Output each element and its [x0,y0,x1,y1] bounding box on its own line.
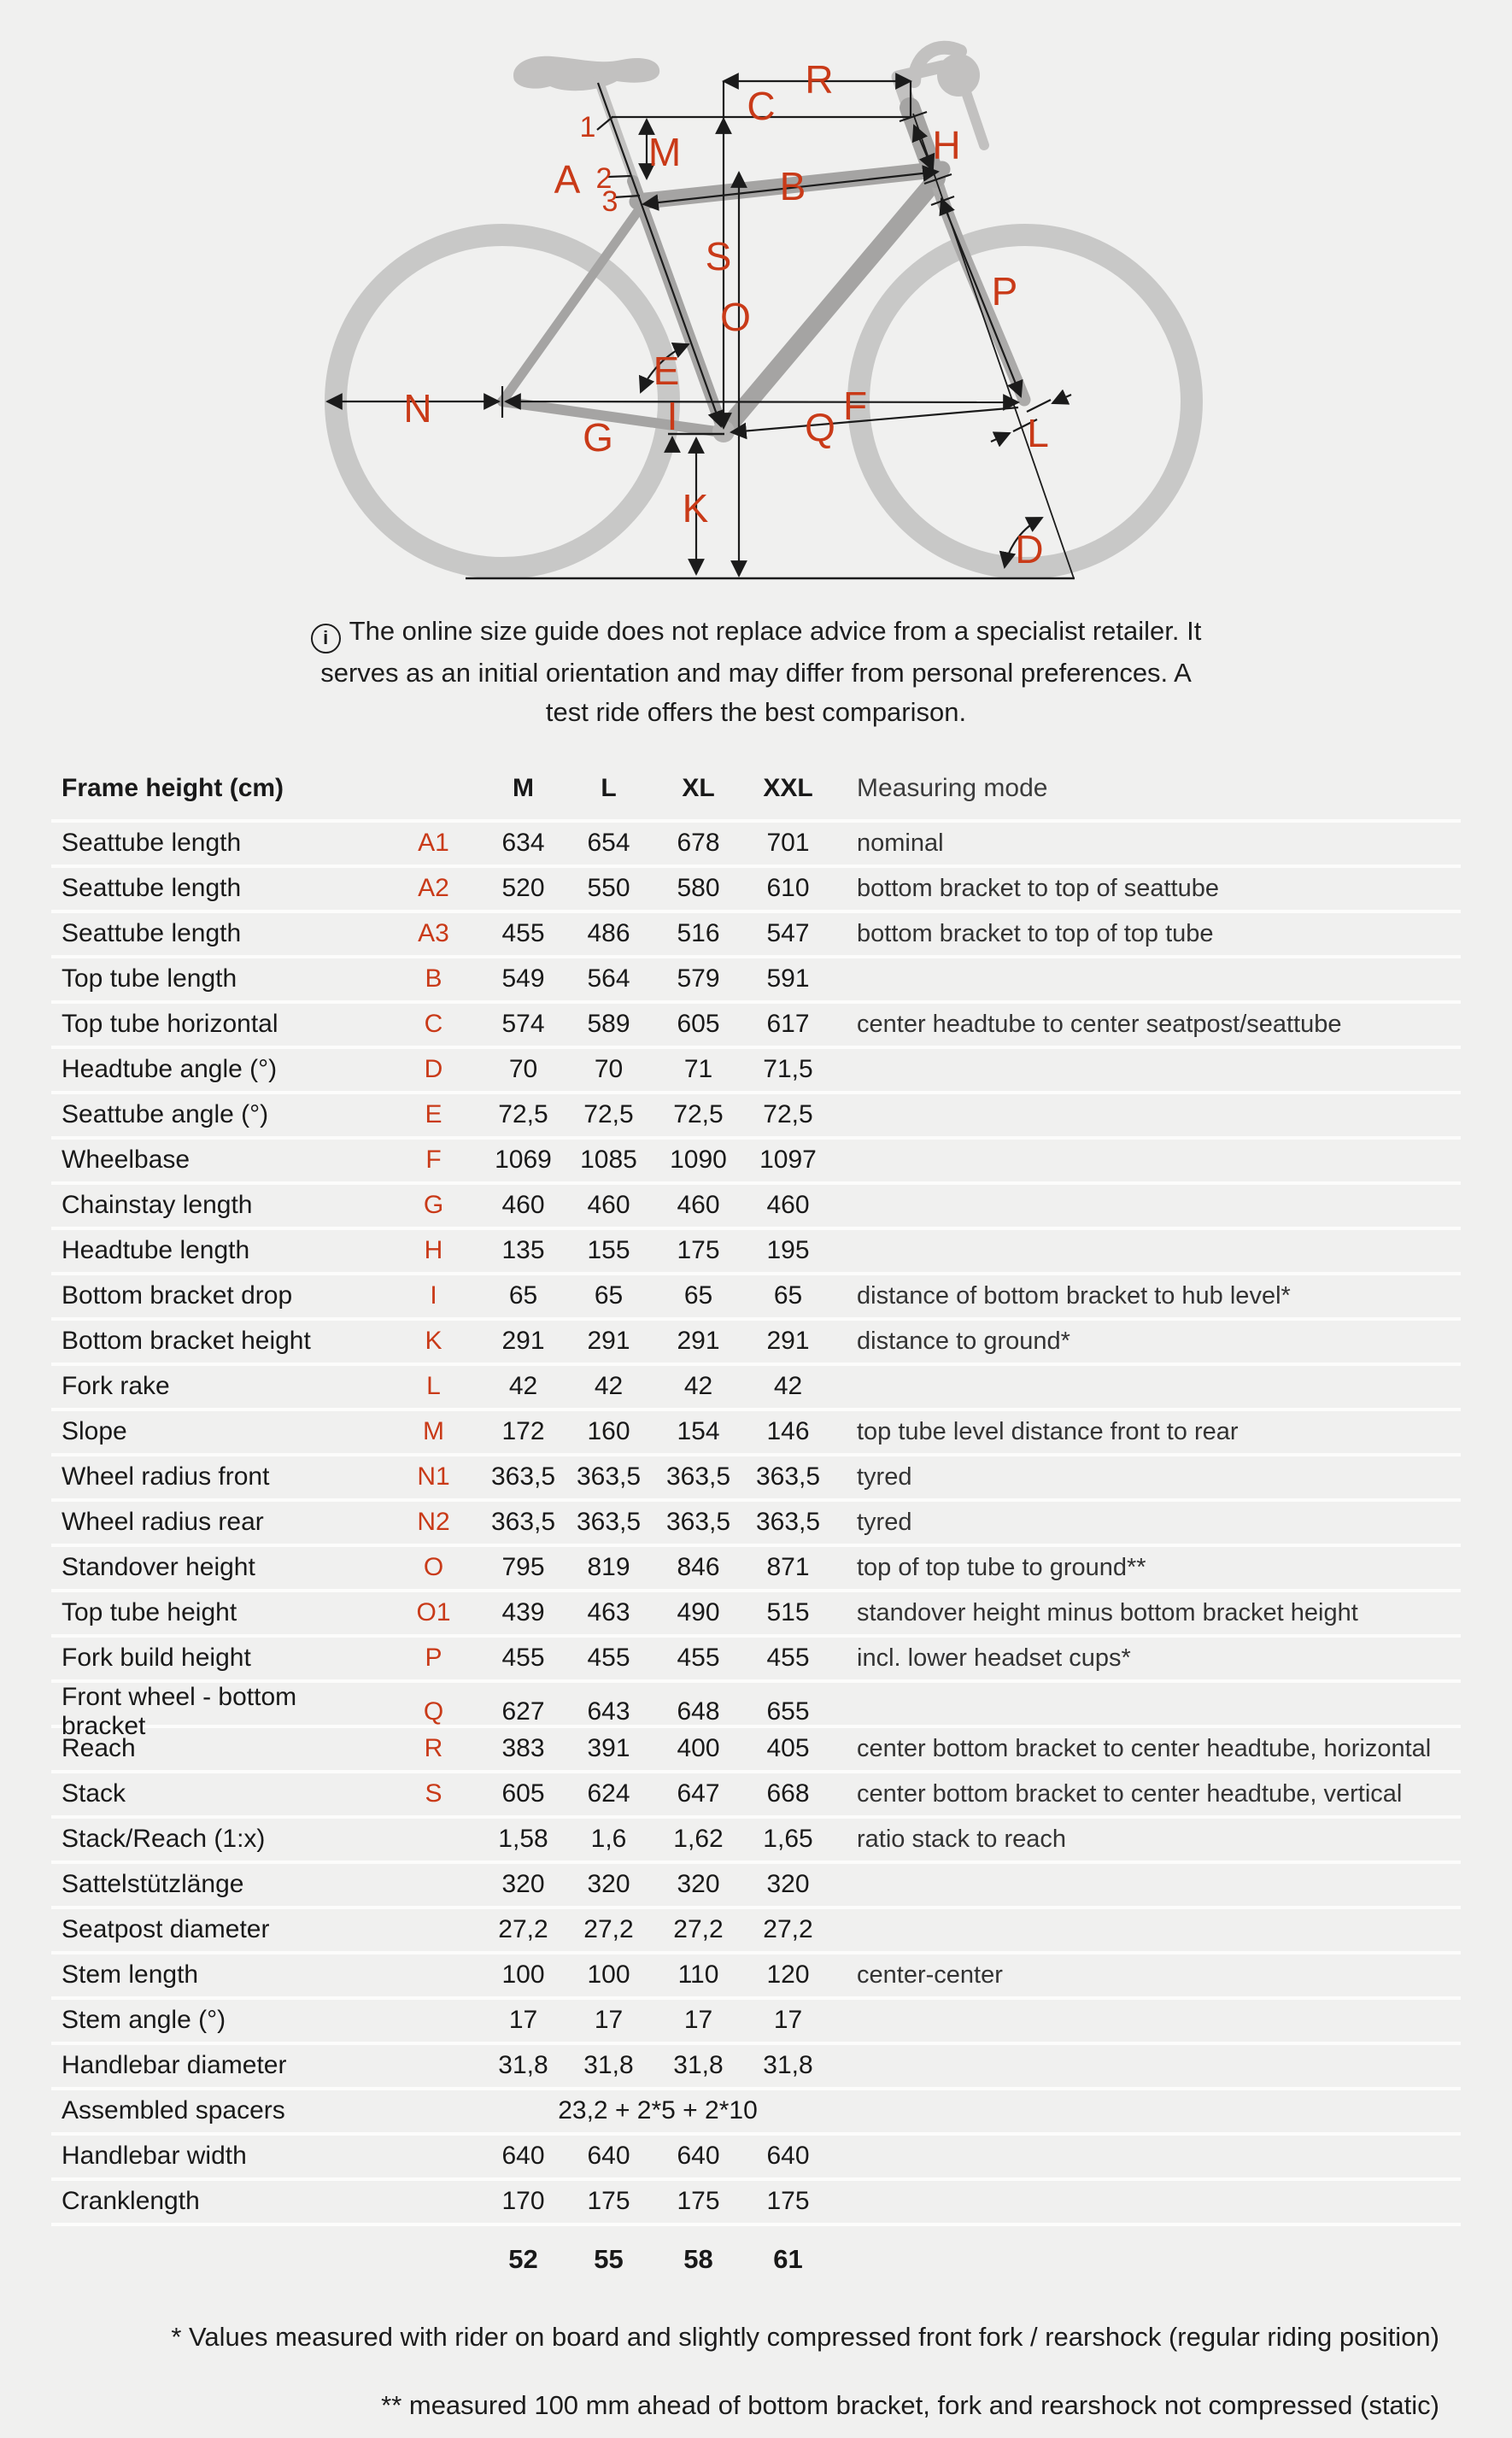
row-value: 1,65 [763,1825,813,1853]
table-row [51,1185,1461,1230]
row-value: 195 [766,1236,810,1264]
info-line-1 [0,612,1512,653]
row-value: 455 [677,1644,720,1672]
row-value: 17 [773,2006,803,2034]
row-letter: D [424,1055,443,1083]
diagram-label-O: O [720,295,751,339]
row-label: Fork build height [62,1644,251,1672]
row-measuring-mode: standover height minus bottom bracket height [857,1598,1358,1626]
table-body [51,819,1461,2226]
row-value: 455 [587,1644,630,1672]
row-label: Standover height [62,1553,255,1581]
row-value: 1085 [580,1146,637,1174]
row-value: 617 [766,1010,810,1038]
table-row [51,1456,1461,1502]
row-value: 383 [501,1734,545,1762]
row-value: 291 [587,1327,630,1355]
row-label: Top tube length [62,964,237,993]
row-value: 31,8 [583,2051,634,2079]
row-value: 155 [587,1236,630,1264]
row-label: Seattube angle (°) [62,1100,269,1128]
column-header-m: M [513,773,534,802]
row-letter: C [424,1010,443,1038]
row-label: Headtube length [62,1236,250,1264]
row-value: 120 [766,1960,810,1989]
row-letter: O [423,1553,444,1581]
table-row [51,958,1461,1004]
row-measuring-mode: bottom bracket to top of top tube [857,919,1214,947]
row-value: 27,2 [673,1915,724,1943]
row-value: 640 [677,2142,720,2170]
row-letter: A1 [418,829,449,857]
row-value: 1,6 [590,1825,627,1853]
row-label: Stack [62,1779,126,1808]
row-measuring-mode: incl. lower headset cups* [857,1644,1131,1672]
row-value: 154 [677,1417,720,1445]
row-value: 146 [766,1417,810,1445]
row-value: 678 [677,829,720,857]
row-value: 42 [683,1372,713,1400]
diagram-labels [403,57,1048,571]
diagram-label-Q: Q [805,405,835,449]
diagram-label-F: F [842,384,868,428]
row-measuring-mode: distance to ground* [857,1327,1070,1355]
row-value: 547 [766,919,810,947]
row-label: Sattelstützlänge [62,1870,244,1898]
row-value: 564 [587,964,630,993]
geometry-table [51,758,1461,2421]
row-value: 31,8 [763,2051,813,2079]
row-value: 110 [677,1960,719,1989]
diagram-label-S: S [705,234,732,278]
diagram-label-C: C [747,84,776,128]
row-value: 871 [766,1553,810,1581]
row-value: 1,62 [673,1825,724,1853]
table-row [51,1321,1461,1366]
diagram-label-R: R [805,57,834,102]
info-note [0,612,1512,732]
diagram-label-M: M [648,130,682,174]
row-value: 455 [501,1644,545,1672]
footnote-2: ** measured 100 mm ahead of bottom bracket, fork and rearshock not compressed (static) [381,2389,1439,2420]
table-row [51,1275,1461,1321]
row-measuring-mode: tyred [857,1462,912,1491]
table-header-label: Frame height (cm) [62,773,284,802]
row-value: 605 [677,1010,720,1038]
footer-frame-size: 58 [683,2243,713,2274]
column-header-xl: XL [682,773,715,802]
row-measuring-mode: center-center [857,1960,1003,1989]
row-value: 31,8 [673,2051,724,2079]
info-text: The online size guide does not replace advice from a specialist retailer. It [349,616,1202,646]
row-value: 647 [677,1779,720,1808]
table-row [51,1909,1461,1955]
row-measuring-mode: distance of bottom bracket to hub level* [857,1281,1291,1310]
row-value: 27,2 [763,1915,813,1943]
diagram-label-G: G [583,415,613,460]
row-value: 643 [587,1697,630,1726]
row-value: 175 [677,1236,720,1264]
table-row [51,1955,1461,2000]
info-icon: i [311,624,341,653]
row-letter: R [424,1734,443,1762]
row-value: 515 [766,1598,810,1626]
diagram-label-P: P [991,269,1018,314]
table-row [51,1592,1461,1638]
row-value: 17 [508,2006,538,2034]
table-row [51,1864,1461,1909]
row-value: 72,5 [583,1100,634,1128]
row-value: 291 [766,1327,810,1355]
row-value: 486 [587,919,630,947]
row-value: 42 [773,1372,803,1400]
row-value: 70 [508,1055,538,1083]
table-row [51,2181,1461,2226]
row-value: 65 [594,1281,624,1310]
row-measuring-mode: top of top tube to ground** [857,1553,1146,1581]
row-letter: S [425,1779,442,1808]
row-label: Top tube height [62,1598,237,1626]
diagram-label-H: H [932,123,961,167]
diagram-label-D: D [1015,527,1044,571]
row-value: 363,5 [490,1508,556,1536]
row-measuring-mode: center bottom bracket to center headtube, horizontal [857,1734,1432,1762]
footnote-1: * Values measured with rider on board and slightly compressed front fork / rearshock (regular riding position) [171,2321,1439,2352]
row-value: 634 [501,829,545,857]
diagram-label-2: 2 [595,162,612,195]
diagram-label-L: L [1027,411,1049,455]
row-value: 65 [508,1281,538,1310]
row-value: 574 [501,1010,545,1038]
row-value: 17 [683,2006,713,2034]
diagram-label-3: 3 [601,185,618,218]
row-value: 589 [587,1010,630,1038]
table-row [51,1728,1461,1773]
row-value: 17 [594,2006,624,2034]
row-label: Front wheel - bottom bracket [62,1682,297,1740]
row-value: 640 [587,2142,630,2170]
table-row [51,1547,1461,1592]
row-value: 135 [501,1236,545,1264]
row-value: 160 [587,1417,630,1445]
table-row [51,1502,1461,1547]
row-value: 455 [501,919,545,947]
row-label: Seatpost diameter [62,1915,270,1943]
row-value: 70 [594,1055,624,1083]
info-line-2: serves as an initial orientation and may differ from personal preferences. A [320,657,1192,688]
row-value: 640 [766,2142,810,2170]
row-value: 72,5 [763,1100,813,1128]
row-value: 460 [766,1191,810,1219]
row-value: 640 [501,2142,545,2170]
row-value: 668 [766,1779,810,1808]
row-value: 363,5 [576,1462,642,1491]
diagram-label-1: 1 [579,111,596,144]
row-value: 172 [501,1417,545,1445]
row-letter: E [425,1100,442,1128]
row-measuring-mode: nominal [857,829,944,857]
table-row [51,2045,1461,2090]
row-letter: L [426,1372,441,1400]
row-value: 627 [501,1697,545,1726]
row-value: 175 [677,2187,720,2215]
row-label: Wheelbase [62,1146,190,1174]
row-value: 610 [766,874,810,902]
row-letter: N2 [417,1508,450,1536]
row-value: 170 [501,2187,545,2215]
diagram-label-N: N [403,386,432,431]
row-letter: N1 [417,1462,450,1491]
column-header-l: L [601,773,617,802]
row-value: 516 [677,919,720,947]
row-label: Seattube length [62,919,242,947]
row-value: 405 [766,1734,810,1762]
row-label: Wheel radius rear [62,1508,264,1536]
row-value: 1,58 [498,1825,548,1853]
row-measuring-mode: center headtube to center seatpost/seattube [857,1010,1342,1038]
column-header-measuring-mode: Measuring mode [857,773,1048,802]
table-row [51,1411,1461,1456]
row-letter: P [425,1644,442,1672]
row-label: Bottom bracket height [62,1327,311,1355]
row-value: 460 [677,1191,720,1219]
row-measuring-mode: bottom bracket to top of seattube [857,874,1219,902]
row-value: 520 [501,874,545,902]
row-value: 363,5 [665,1508,731,1536]
footer-frame-size: 61 [773,2243,803,2274]
row-value: 624 [587,1779,630,1808]
row-value: 291 [501,1327,545,1355]
table-row [51,1230,1461,1275]
row-label: Headtube angle (°) [62,1055,278,1083]
table-row [51,1638,1461,1683]
row-value: 363,5 [755,1508,821,1536]
row-label: Top tube horizontal [62,1010,278,1038]
row-value: 320 [501,1870,545,1898]
row-value: 363,5 [665,1462,731,1491]
row-label: Wheel radius front [62,1462,270,1491]
row-measuring-mode: ratio stack to reach [857,1825,1066,1853]
row-value: 363,5 [576,1508,642,1536]
row-value: 490 [677,1598,720,1626]
row-label: Seattube length [62,829,242,857]
footnotes [51,2322,1439,2421]
row-value: 291 [677,1327,720,1355]
info-line-3: test ride offers the best comparison. [545,696,967,727]
row-value: 580 [677,874,720,902]
table-row [51,1094,1461,1140]
row-label: Handlebar diameter [62,2051,287,2079]
row-letter: Q [423,1697,444,1726]
column-header-xxl: XXL [763,773,813,802]
row-label: Reach [62,1734,136,1762]
table-header-row [51,758,1461,819]
row-letter: M [423,1417,444,1445]
row-label: Handlebar width [62,2142,247,2170]
row-label: Bottom bracket drop [62,1281,293,1310]
row-value: 27,2 [498,1915,548,1943]
row-value: 654 [587,829,630,857]
row-value: 100 [501,1960,545,1989]
footer-frame-size: 52 [508,2243,538,2274]
row-value: 579 [677,964,720,993]
table-row [51,1773,1461,1819]
row-measuring-mode: tyred [857,1508,912,1536]
row-value: 72,5 [673,1100,724,1128]
footer-frame-size: 55 [594,2243,624,2274]
row-value: 455 [766,1644,810,1672]
row-label: Stack/Reach (1:x) [62,1825,266,1853]
row-label: Slope [62,1417,127,1445]
row-value: 65 [773,1281,803,1310]
row-value: 1069 [495,1146,552,1174]
table-row [51,823,1461,868]
table-row [51,1682,1461,1740]
row-value: 846 [677,1553,720,1581]
row-value: 400 [677,1734,720,1762]
row-value: 463 [587,1598,630,1626]
row-letter: A2 [418,874,449,902]
table-row [51,868,1461,913]
row-label: Cranklength [62,2187,200,2215]
row-value: 100 [587,1960,630,1989]
row-value: 391 [587,1734,630,1762]
row-value: 591 [766,964,810,993]
row-value: 1090 [670,1146,727,1174]
table-row [51,2090,1461,2136]
row-letter: G [423,1191,444,1219]
row-value: 439 [501,1598,545,1626]
row-value: 42 [508,1372,538,1400]
table-row [51,1004,1461,1049]
diagram-label-I: I [666,394,678,438]
diagram-label-E: E [653,349,680,393]
row-span-value: 23,2 + 2*5 + 2*10 [558,2096,758,2124]
diagram-label-A: A [554,157,581,202]
bike-geometry-diagram [0,0,1512,598]
row-value: 65 [683,1281,713,1310]
row-value: 1097 [759,1146,817,1174]
row-letter: F [425,1146,442,1174]
row-label: Assembled spacers [62,2096,285,2124]
row-value: 795 [501,1553,545,1581]
row-letter: B [425,964,442,993]
row-value: 42 [594,1372,624,1400]
row-measuring-mode: top tube level distance front to rear [857,1417,1239,1445]
row-label: Stem length [62,1960,199,1989]
table-row [51,1140,1461,1185]
table-footer-row [51,2238,1461,2281]
row-letter: O1 [416,1598,451,1626]
row-value: 71,5 [763,1055,813,1083]
row-value: 363,5 [755,1462,821,1491]
row-value: 71 [683,1055,713,1083]
diagram-label-K: K [682,486,709,530]
row-value: 460 [501,1191,545,1219]
table-row [51,913,1461,958]
table-row [51,1366,1461,1411]
row-letter: H [424,1236,443,1264]
row-value: 549 [501,964,545,993]
row-value: 72,5 [498,1100,548,1128]
row-label: Stem angle (°) [62,2006,226,2034]
row-letter: I [430,1281,437,1310]
table-row [51,2000,1461,2045]
row-label: Fork rake [62,1372,170,1400]
row-letter: A3 [418,919,449,947]
row-value: 31,8 [498,2051,548,2079]
table-row [51,1819,1461,1864]
row-value: 320 [677,1870,720,1898]
row-value: 27,2 [583,1915,634,1943]
row-value: 363,5 [490,1462,556,1491]
row-value: 320 [587,1870,630,1898]
row-value: 655 [766,1697,810,1726]
row-value: 175 [766,2187,810,2215]
row-value: 550 [587,874,630,902]
row-value: 320 [766,1870,810,1898]
table-row [51,1049,1461,1094]
row-value: 460 [587,1191,630,1219]
row-label: Seattube length [62,874,242,902]
row-value: 819 [587,1553,630,1581]
row-measuring-mode: center bottom bracket to center headtube, vertical [857,1779,1403,1808]
row-letter: K [425,1327,442,1355]
row-value: 701 [766,829,810,857]
row-value: 605 [501,1779,545,1808]
row-value: 648 [677,1697,720,1726]
row-value: 175 [587,2187,630,2215]
diagram-label-B: B [779,164,806,208]
table-row [51,2136,1461,2181]
row-label: Chainstay length [62,1191,253,1219]
